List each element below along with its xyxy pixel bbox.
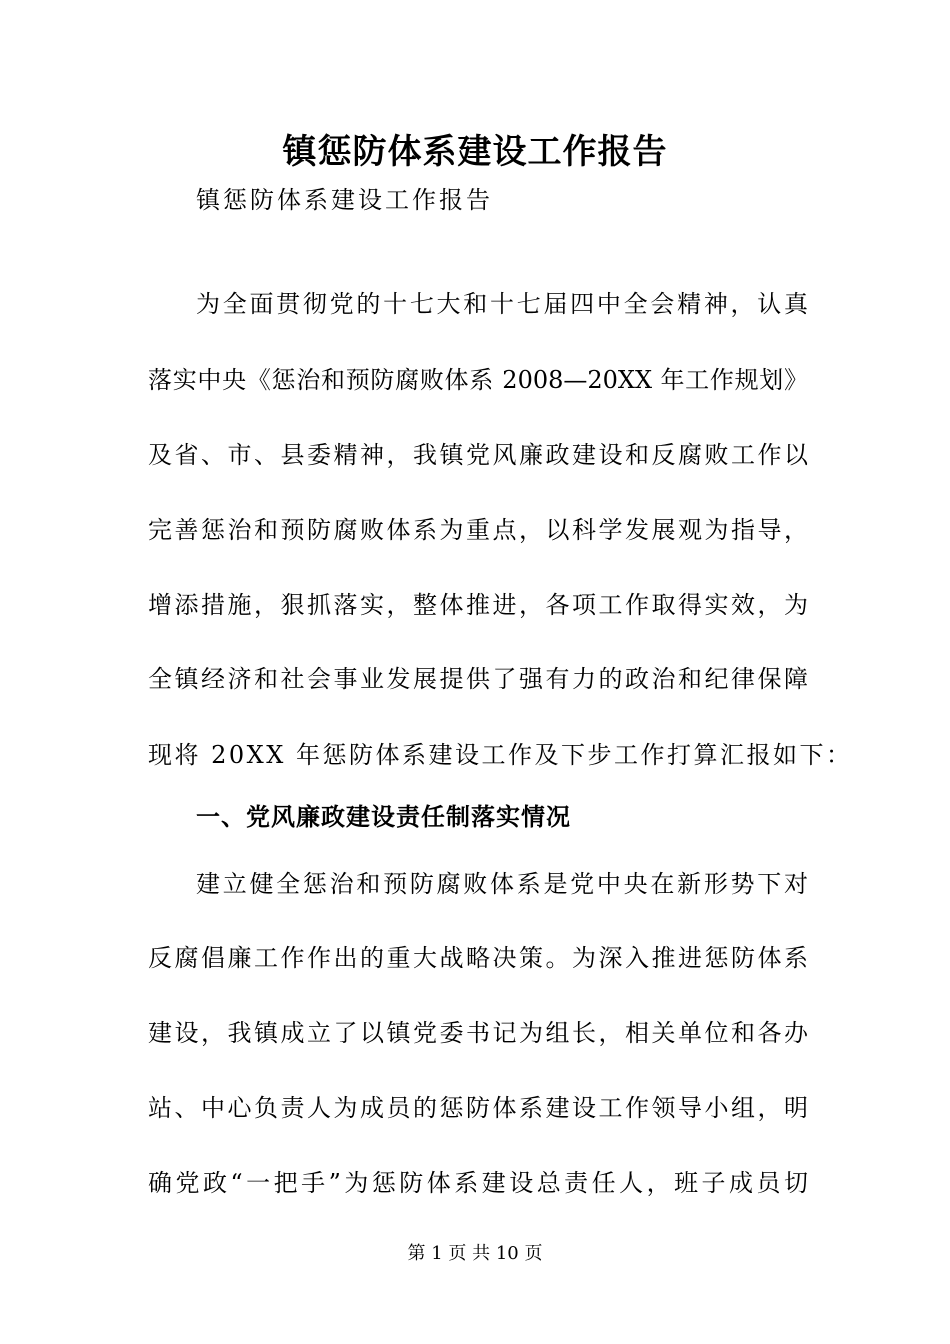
paragraph-line: 现将 20XX 年惩防体系建设工作及下步工作打算汇报如下： xyxy=(148,741,853,769)
paragraph-line: 为全面贯彻党的十七大和十七届四中全会精神，认真 xyxy=(196,290,808,318)
document-title: 镇惩防体系建设工作报告 xyxy=(282,132,668,172)
paragraph-line: 反腐倡廉工作作出的重大战略决策。为深入推进惩防体系 xyxy=(148,944,808,972)
paragraph-line: 完善惩治和预防腐败体系为重点，以科学发展观为指导， xyxy=(148,516,808,544)
section-heading: 一、党风廉政建设责任制落实情况 xyxy=(196,803,571,831)
document-subtitle: 镇惩防体系建设工作报告 xyxy=(196,186,493,214)
paragraph-line: 站、中心负责人为成员的惩防体系建设工作领导小组，明 xyxy=(148,1094,808,1122)
paragraph-line: 及省、市、县委精神，我镇党风廉政建设和反腐败工作以 xyxy=(148,441,808,469)
paragraph-line: 建设，我镇成立了以镇党委书记为组长，相关单位和各办 xyxy=(148,1019,808,1047)
page-footer: 第 1 页 共 10 页 xyxy=(407,1243,543,1264)
paragraph-line: 落实中央《惩治和预防腐败体系 2008—20XX 年工作规划》 xyxy=(148,366,808,394)
paragraph-line: 建立健全惩治和预防腐败体系是党中央在新形势下对 xyxy=(196,870,808,898)
paragraph-line: 确党政“一把手”为惩防体系建设总责任人，班子成员切 xyxy=(148,1169,808,1197)
paragraph-line: 全镇经济和社会事业发展提供了强有力的政治和纪律保障 xyxy=(148,665,808,693)
paragraph-line: 增添措施，狠抓落实，整体推进，各项工作取得实效，为 xyxy=(148,591,808,619)
